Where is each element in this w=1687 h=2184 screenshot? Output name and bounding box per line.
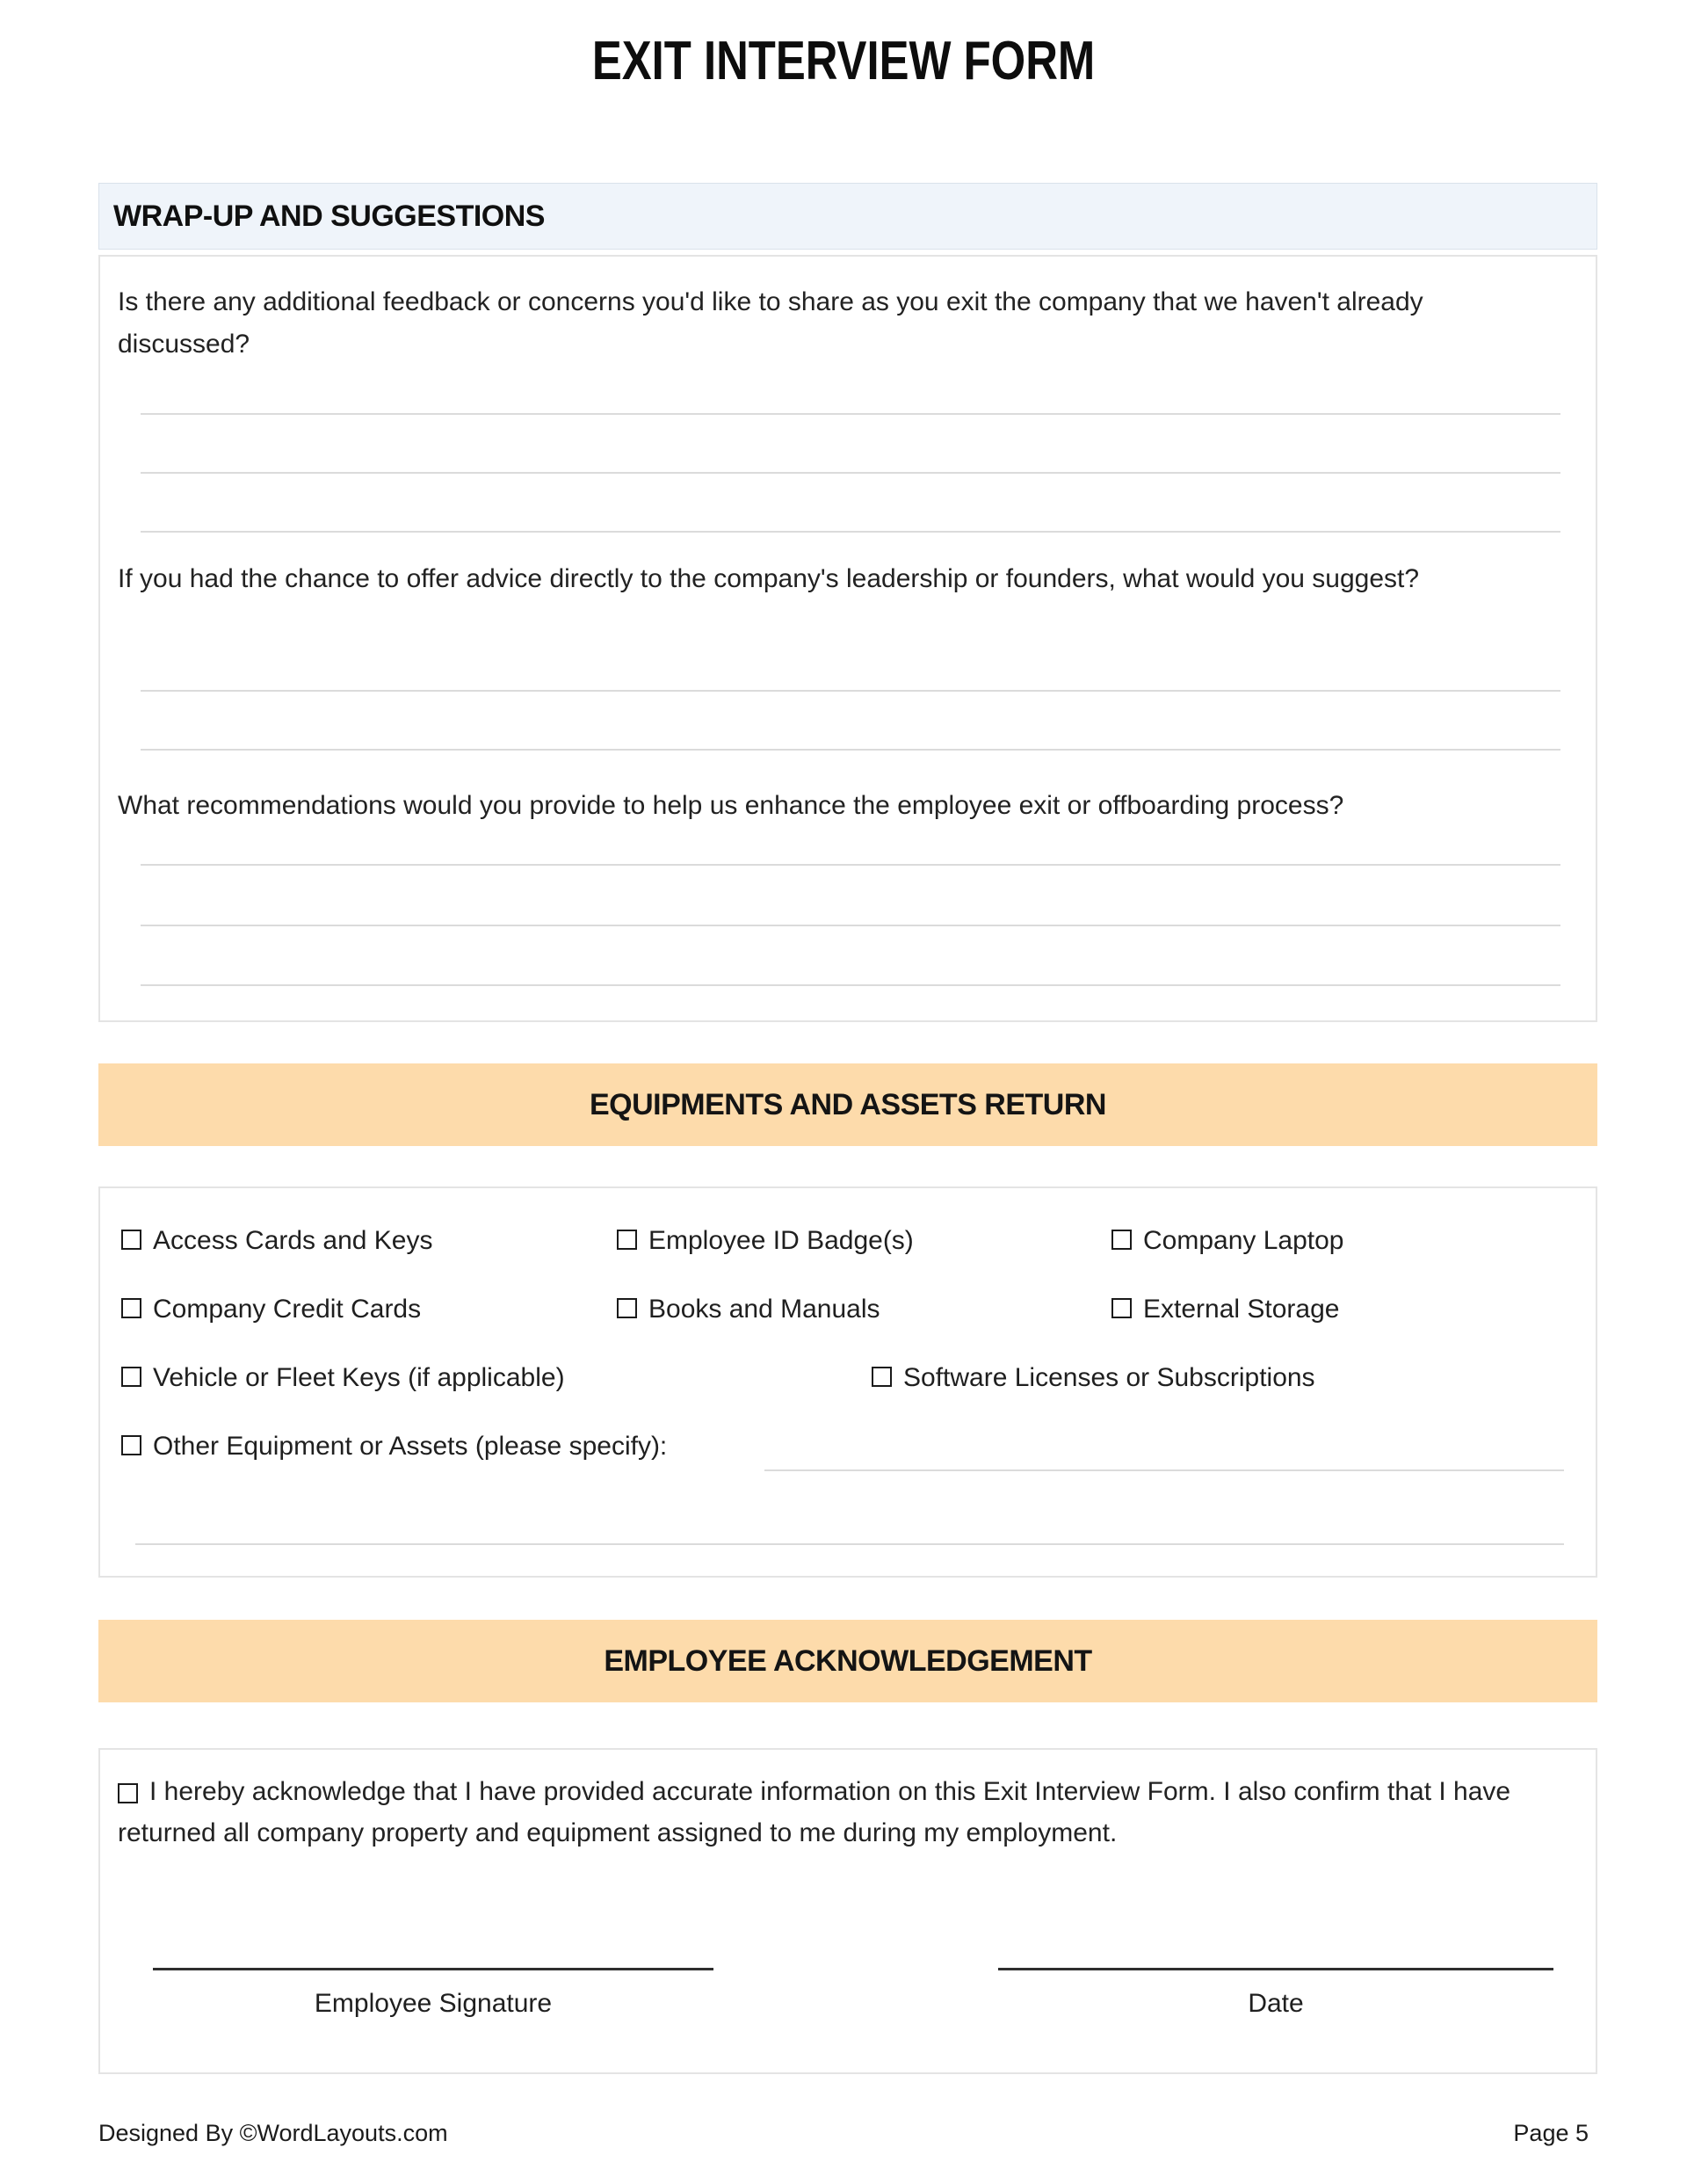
checkbox-label: Books and Manuals xyxy=(648,1295,880,1324)
question-3-answer-line-3[interactable] xyxy=(141,984,1560,986)
checkbox-item-software-licenses[interactable] xyxy=(872,1362,1315,1394)
checkbox-icon[interactable] xyxy=(617,1230,637,1250)
checkbox-icon[interactable] xyxy=(872,1367,892,1387)
checkbox-label: External Storage xyxy=(1143,1295,1340,1324)
question-2-answer-line-1[interactable] xyxy=(141,690,1560,692)
checkbox-item-company-credit-cards[interactable] xyxy=(121,1294,421,1325)
equipment-section-title: EQUIPMENTS AND ASSETS RETURN xyxy=(590,1087,1106,1121)
acknowledgement-checkbox-icon[interactable] xyxy=(118,1783,138,1803)
checkbox-label: Other Equipment or Assets (please specify): xyxy=(153,1432,668,1461)
checkbox-item-vehicle-fleet-keys[interactable] xyxy=(121,1362,565,1394)
checkbox-icon[interactable] xyxy=(617,1298,637,1318)
question-1-answer-line-2[interactable] xyxy=(141,472,1560,474)
equipment-section-banner xyxy=(98,1063,1597,1146)
acknowledgement-section-body xyxy=(98,1748,1597,2074)
checkbox-label: Access Cards and Keys xyxy=(153,1226,433,1255)
checkbox-icon[interactable] xyxy=(121,1435,141,1455)
question-1-answer-line-3[interactable] xyxy=(141,531,1560,533)
question-3-answer-line-2[interactable] xyxy=(141,925,1560,926)
checkbox-label: Employee ID Badge(s) xyxy=(648,1226,914,1255)
checkbox-item-access-cards[interactable] xyxy=(121,1225,432,1257)
checkbox-icon[interactable] xyxy=(121,1230,141,1250)
checkbox-item-employee-id-badge[interactable] xyxy=(617,1225,914,1257)
checkbox-label: Company Laptop xyxy=(1143,1226,1344,1255)
checkbox-item-other-equipment[interactable] xyxy=(121,1431,667,1462)
checkbox-label: Company Credit Cards xyxy=(153,1295,422,1324)
checkbox-icon[interactable] xyxy=(1111,1298,1132,1318)
acknowledgement-statement-text: I hereby acknowledge that I have provided accurate information on this Exit Interview Form. I also confirm that I have returned all company property and equipment assigned to me during my employment. xyxy=(118,1777,1511,1847)
footer-page-number: Page 5 xyxy=(1513,2120,1589,2146)
checkbox-icon[interactable] xyxy=(121,1367,141,1387)
question-1-answer-line-1[interactable] xyxy=(141,413,1560,415)
question-3-text: What recommendations would you provide to help us enhance the employee exit or offboarding process? xyxy=(118,791,1344,820)
page-title-text: EXIT INTERVIEW FORM xyxy=(591,31,1096,91)
equipment-section-body xyxy=(98,1186,1597,1578)
checkbox-item-company-laptop[interactable] xyxy=(1111,1225,1344,1257)
wrapup-section-header xyxy=(98,183,1597,250)
question-1-text: Is there any additional feedback or concerns you'd like to share as you exit the company that we haven't already discussed? xyxy=(118,287,1423,359)
employee-signature-label: Employee Signature xyxy=(314,1989,553,2018)
page-title xyxy=(0,30,1687,92)
other-equipment-specify-line[interactable] xyxy=(764,1469,1564,1471)
date-label: Date xyxy=(1248,1989,1304,2018)
question-2-text: If you had the chance to offer advice directly to the company's leadership or founders, what would you suggest? xyxy=(118,564,1420,593)
checkbox-icon[interactable] xyxy=(121,1298,141,1318)
checkbox-label: Vehicle or Fleet Keys (if applicable) xyxy=(153,1363,565,1392)
date-line[interactable] xyxy=(998,1968,1553,1970)
employee-signature-line[interactable] xyxy=(153,1968,713,1970)
other-equipment-answer-line[interactable] xyxy=(135,1543,1564,1545)
acknowledgement-section-banner xyxy=(98,1620,1597,1702)
checkbox-item-external-storage[interactable] xyxy=(1111,1294,1339,1325)
acknowledgement-section-title: EMPLOYEE ACKNOWLEDGEMENT xyxy=(604,1643,1092,1678)
footer-credit: Designed By ©WordLayouts.com xyxy=(98,2120,448,2146)
wrapup-section-body xyxy=(98,255,1597,1022)
checkbox-item-books-and-manuals[interactable] xyxy=(617,1294,880,1325)
wrapup-section-title: WRAP-UP AND SUGGESTIONS xyxy=(113,199,545,233)
checkbox-icon[interactable] xyxy=(1111,1230,1132,1250)
question-2-answer-line-2[interactable] xyxy=(141,749,1560,751)
checkbox-label: Software Licenses or Subscriptions xyxy=(903,1363,1315,1392)
question-3-answer-line-1[interactable] xyxy=(141,864,1560,866)
acknowledgement-statement xyxy=(118,1771,1564,1854)
